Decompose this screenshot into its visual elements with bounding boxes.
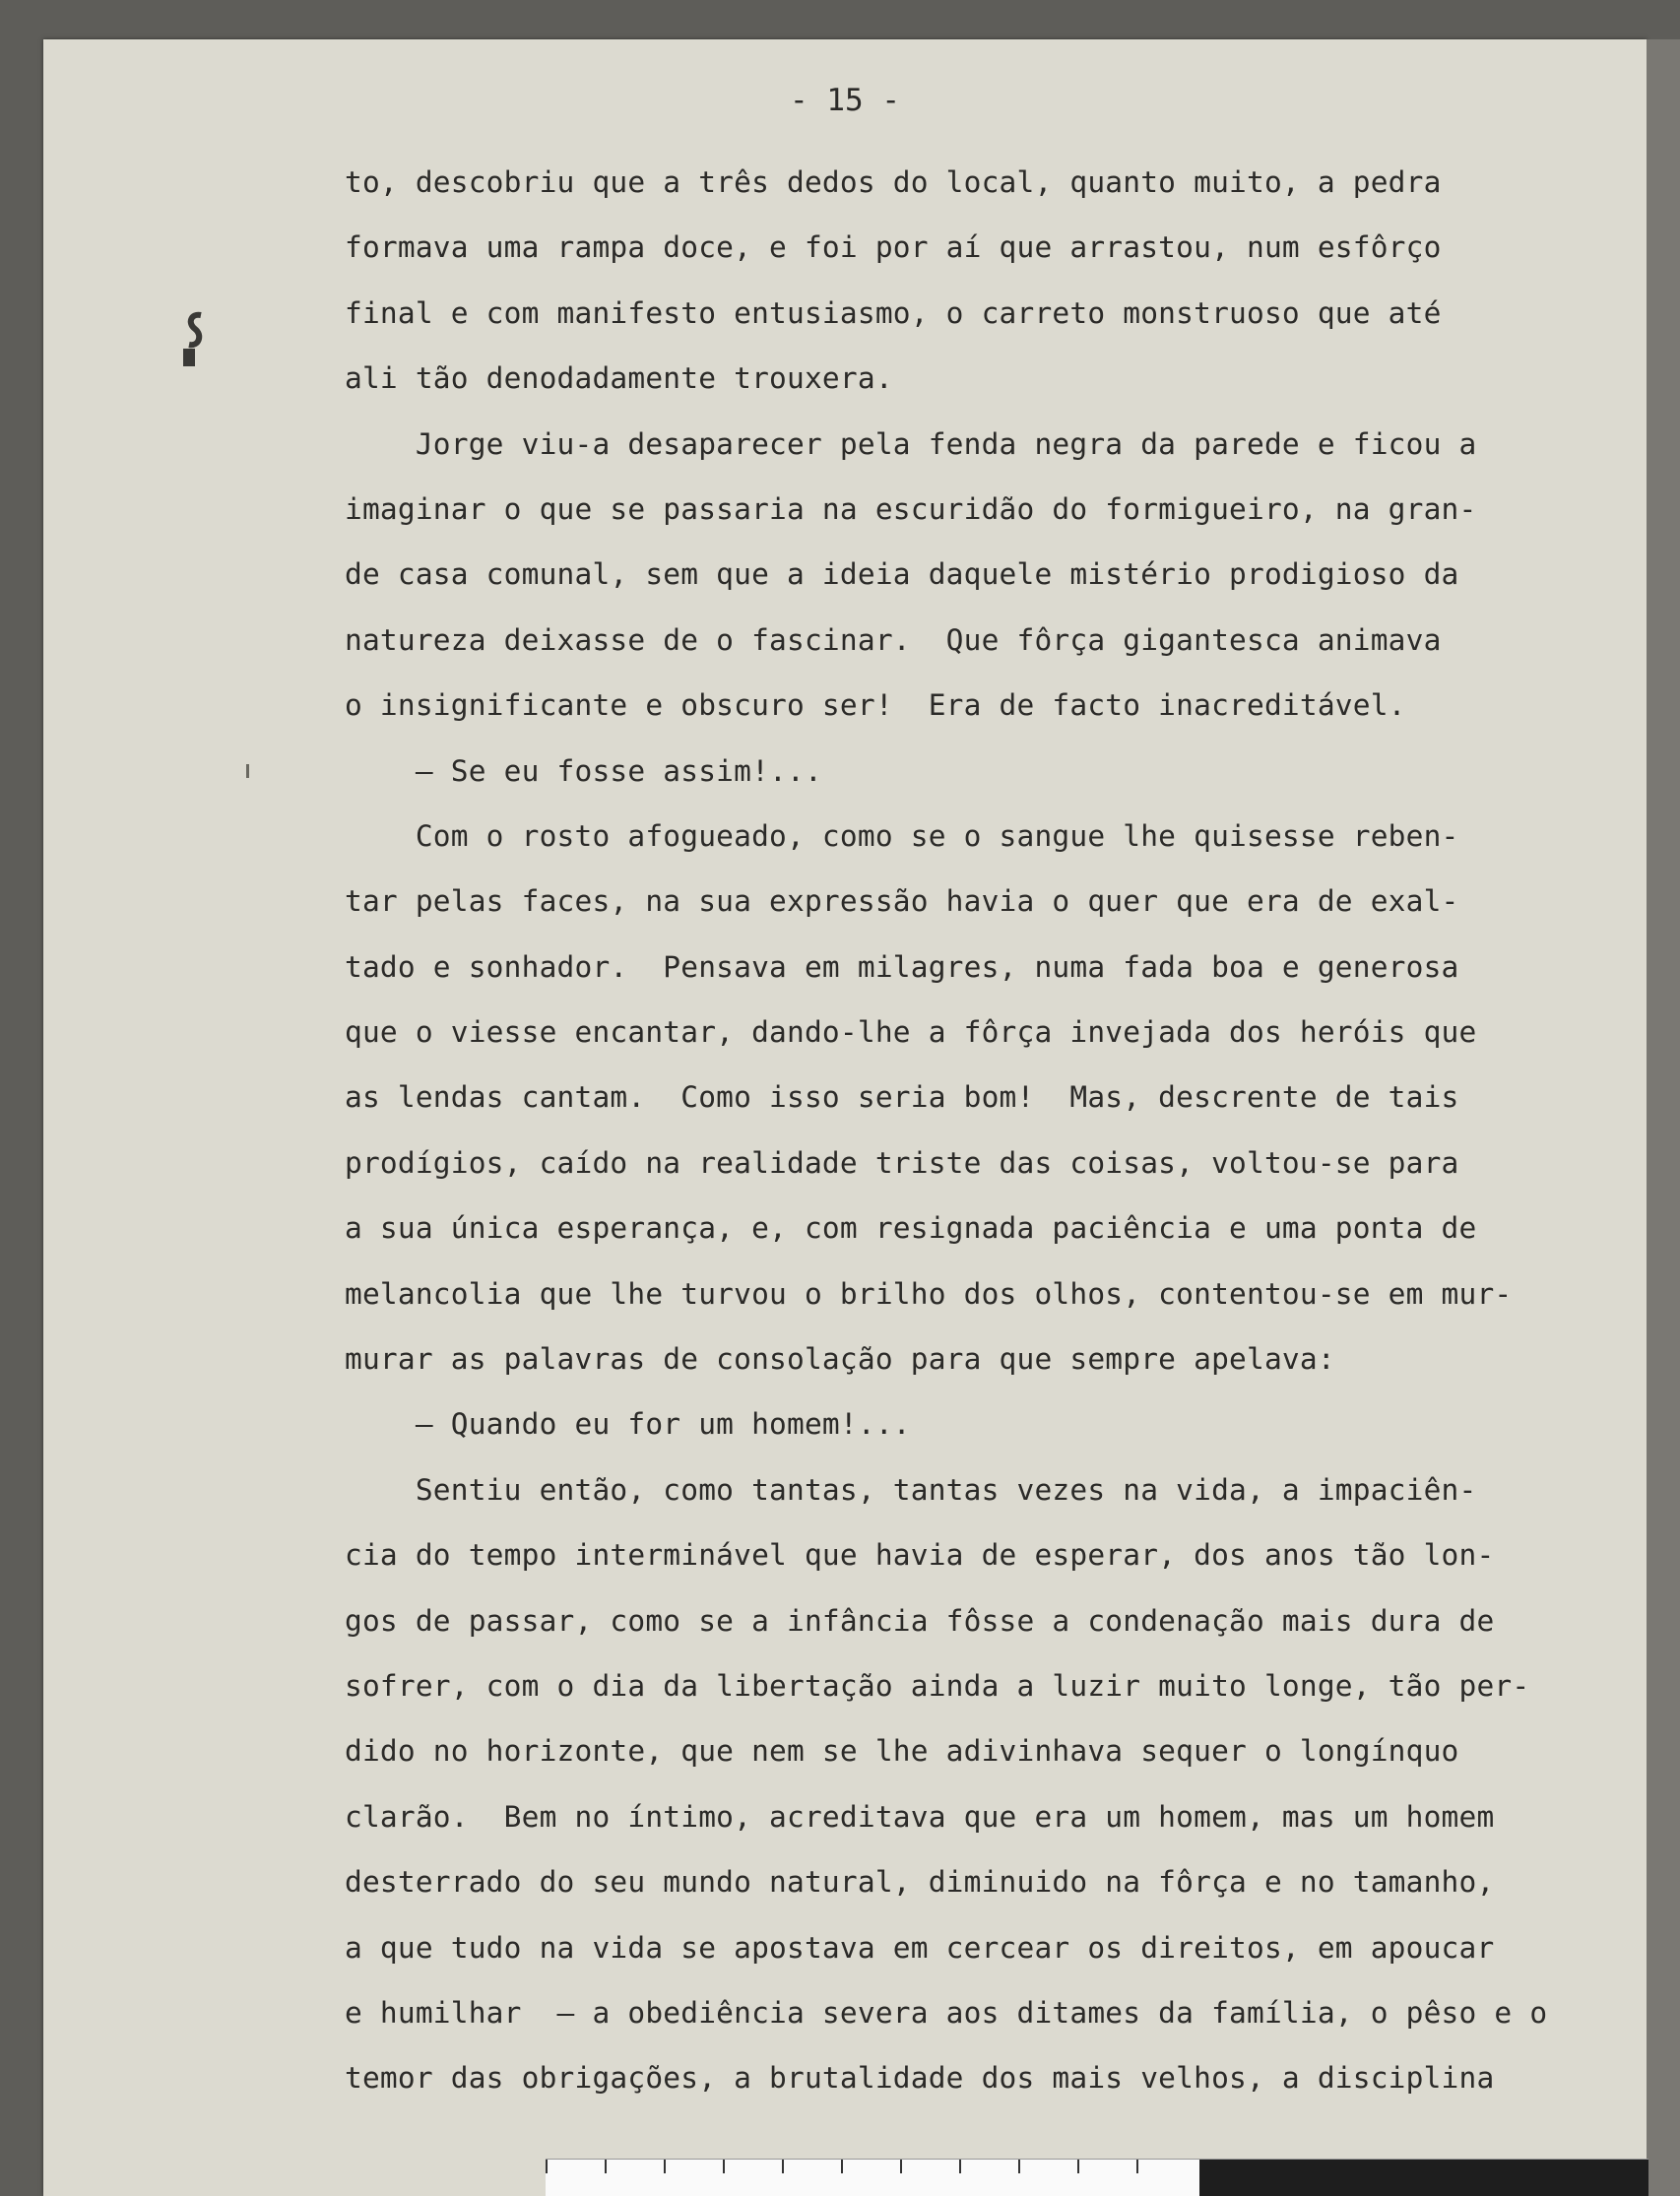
text-line: formava uma rampa doce, e foi por aí que arrastou, num esfôrço <box>345 230 1442 265</box>
text-line: clarão. Bem no íntimo, acreditava que era um homem, mas um homem <box>345 1799 1495 1834</box>
text-line: melancolia que lhe turvou o brilho dos olhos, contentou-se em mur- <box>345 1276 1513 1311</box>
scale-ruler <box>546 2159 1648 2196</box>
text-line: final e com manifesto entusiasmo, o carreto monstruoso que até <box>345 295 1442 330</box>
text-line: o insignificante e obscuro ser! Era de facto inacreditável. <box>345 688 1406 723</box>
text-line: Com o rosto afogueado, como se o sangue lhe quisesse reben- <box>345 818 1459 853</box>
text-line: gos de passar, como se a infância fôsse a condenação mais dura de <box>345 1603 1495 1638</box>
text-line: cia do tempo interminável que havia de esperar, dos anos tão lon- <box>345 1538 1495 1573</box>
text-line: prodígios, caído na realidade triste das coisas, voltou-se para <box>345 1145 1459 1180</box>
text-line: de casa comunal, sem que a ideia daquele mistério prodigioso da <box>345 557 1459 592</box>
handwritten-mark-icon <box>181 311 207 370</box>
text-line: dido no horizonte, que nem se lhe adivinhava sequer o longínquo <box>345 1734 1459 1769</box>
text-line: desterrado do seu mundo natural, diminuido na fôrça e no tamanho, <box>345 1865 1495 1900</box>
text-line: a que tudo na vida se apostava em cercear os direitos, em apoucar <box>345 1930 1495 1965</box>
text-line: que o viesse encantar, dando-lhe a fôrça invejada dos heróis que <box>345 1015 1477 1050</box>
text-line: murar as palavras de consolação para que sempre apelava: <box>345 1342 1335 1377</box>
scan-edge <box>1647 39 1680 2196</box>
text-line: natureza deixasse de o fascinar. Que fôrça gigantesca animava <box>345 622 1442 657</box>
margin-tick <box>246 764 249 778</box>
text-line: Sentiu então, como tantas, tantas vezes na vida, a impaciên- <box>345 1472 1477 1507</box>
text-line: tar pelas faces, na sua expressão havia o quer que era de exal- <box>345 884 1459 919</box>
text-line: sofrer, com o dia da libertação ainda a luzir muito longe, tão per- <box>345 1668 1530 1703</box>
text-line: a sua única esperança, e, com resignada paciência e uma ponta de <box>345 1211 1477 1246</box>
text-line: to, descobriu que a três dedos do local, quanto muito, a pedra <box>345 165 1442 199</box>
text-line: e humilhar — a obediência severa aos ditames da família, o pêso e o <box>345 1995 1548 2030</box>
typewritten-sheet <box>43 39 1647 2196</box>
page-number: - 15 - <box>790 83 900 118</box>
text-line: — Se eu fosse assim!... <box>345 753 822 788</box>
text-line: — Quando eu for um homem!... <box>345 1407 911 1442</box>
text-line: imaginar o que se passaria na escuridão do formigueiro, na gran- <box>345 491 1477 526</box>
text-line: temor das obrigações, a brutalidade dos mais velhos, a disciplina <box>345 2061 1495 2096</box>
text-line: as lendas cantam. Como isso seria bom! Mas, descrente de tais <box>345 1080 1459 1115</box>
text-line: tado e sonhador. Pensava em milagres, numa fada boa e generosa <box>345 949 1459 984</box>
body-text <box>345 150 1674 2111</box>
text-line: Jorge viu-a desaparecer pela fenda negra da parede e ficou a <box>345 426 1477 461</box>
text-line: ali tão denodadamente trouxera. <box>345 361 893 396</box>
